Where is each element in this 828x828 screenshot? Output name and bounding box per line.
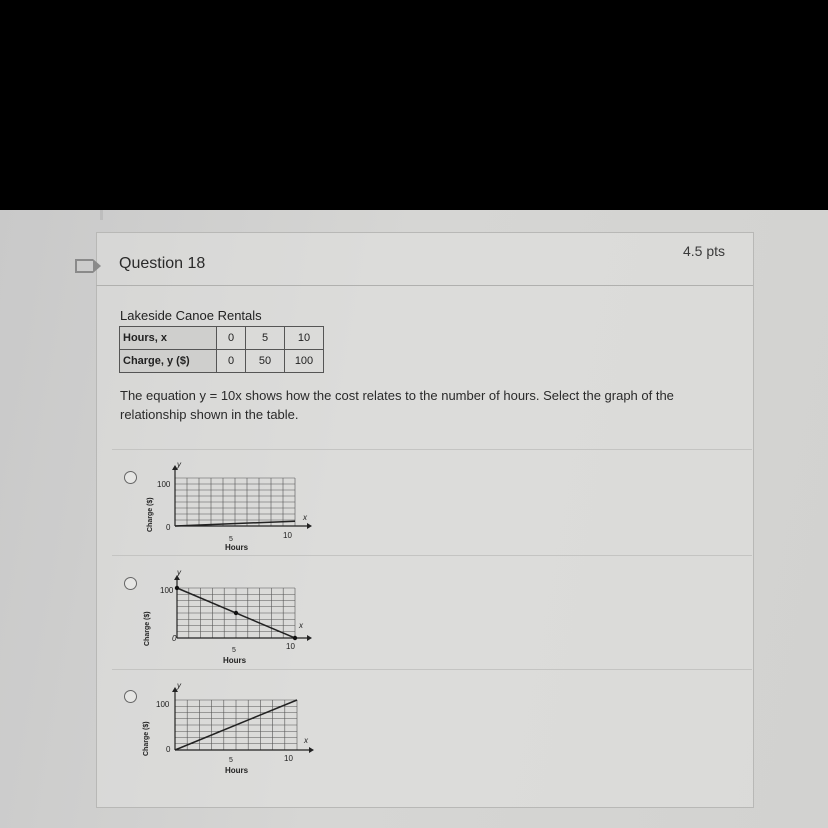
graph-point (293, 636, 297, 640)
y-axis-label: Charge ($) (144, 611, 151, 646)
x-axis-arrow (307, 523, 312, 529)
flag-icon[interactable] (75, 259, 93, 273)
points-value: 4.5 pts (683, 243, 726, 259)
y-axis-label: Charge ($) (143, 721, 150, 756)
x-tick-label-end: 10 (283, 531, 292, 540)
table-cell: 100 (285, 350, 324, 373)
answer-graph-1[interactable] (135, 460, 325, 555)
table-row-header: Charge, y ($) (120, 350, 217, 373)
x-axis-label: Hours (225, 543, 249, 552)
origin-label: 0 (166, 745, 171, 754)
question-title: Question 18 (119, 255, 206, 272)
table-row-header: Hours, x (120, 327, 217, 350)
x-axis-label: Hours (223, 656, 247, 665)
x-tick-label-end: 10 (284, 754, 293, 763)
camera-black-area (0, 0, 828, 210)
table-cell: 0 (217, 350, 246, 373)
option-divider (112, 669, 752, 670)
x-axis-letter: x (303, 513, 307, 522)
option-divider (112, 555, 752, 556)
table-cell: 5 (246, 327, 285, 350)
origin-label: 0 (166, 523, 171, 532)
answer-graph-3[interactable] (135, 680, 325, 780)
y-axis-letter: y (177, 681, 181, 690)
rental-table (119, 326, 324, 373)
table-cell: 0 (217, 327, 246, 350)
table-row (120, 327, 324, 350)
quiz-screen (0, 210, 828, 828)
x-axis-arrow (307, 635, 312, 641)
x-tick-label-mid: 5 (232, 647, 236, 654)
origin-label: 0 (172, 634, 177, 643)
header-divider (96, 285, 753, 286)
answer-graph-2[interactable] (135, 566, 325, 666)
table-title: Lakeside Canoe Rentals (120, 308, 262, 323)
table-cell: 50 (246, 350, 285, 373)
y-tick-label: 100 (157, 480, 171, 489)
x-tick-label-mid: 5 (229, 757, 233, 764)
x-axis-arrow (309, 747, 314, 753)
x-axis-letter: x (299, 621, 303, 630)
y-axis-letter: y (177, 568, 181, 577)
previous-question-edge (100, 210, 103, 220)
graph-point (175, 586, 179, 590)
y-tick-label: 100 (160, 586, 174, 595)
y-axis-letter: y (177, 460, 181, 469)
graph-point (234, 611, 238, 615)
y-axis-label: Charge ($) (147, 497, 154, 532)
x-tick-label-end: 10 (286, 642, 295, 651)
option-divider (112, 449, 752, 450)
x-axis-letter: x (304, 736, 308, 745)
table-cell: 10 (285, 327, 324, 350)
x-tick-label-mid: 5 (229, 536, 233, 543)
y-tick-label: 100 (156, 700, 170, 709)
question-prompt: The equation y = 10x shows how the cost relates to the number of hours. Select the graph of the relationship shown in the table. (120, 388, 674, 422)
table-row (120, 350, 324, 373)
x-axis-label: Hours (225, 766, 249, 775)
